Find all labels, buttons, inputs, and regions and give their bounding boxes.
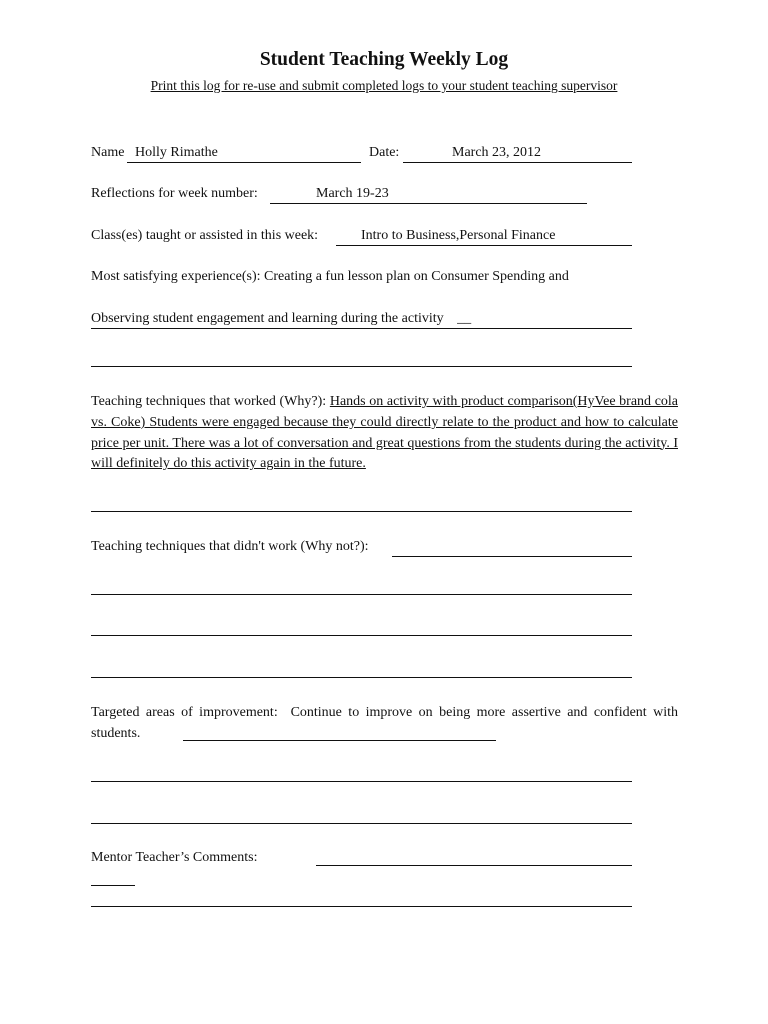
worked-label: Teaching techniques that worked (Why?): [91, 394, 327, 409]
worked-blank-line[interactable] [91, 511, 632, 512]
didnt-work-line-4[interactable] [91, 677, 632, 678]
satisfying-value-1: Creating a fun lesson plan on Consumer Spending and [264, 269, 569, 284]
didnt-work-line-3[interactable] [91, 635, 632, 636]
week-label: Reflections for week number: [91, 186, 258, 201]
improvement-paragraph[interactable] [91, 703, 678, 745]
improvement-blank-line-1[interactable] [183, 740, 496, 741]
week-value: March 19-23 [316, 186, 389, 201]
improvement-blank-line-2[interactable] [91, 781, 632, 782]
didnt-work-line-2[interactable] [91, 594, 632, 595]
worked-paragraph[interactable] [91, 392, 678, 475]
classes-label: Class(es) taught or assisted in this week: [91, 228, 319, 243]
page-title: Student Teaching Weekly Log [259, 49, 509, 70]
improvement-value: Continue to improve on being more assertive and confident with students. [91, 705, 679, 741]
name-value: Holly Rimathe [135, 145, 218, 160]
date-field[interactable] [403, 143, 632, 163]
week-field[interactable] [270, 184, 587, 204]
mentor-label: Mentor Teacher’s Comments: [91, 850, 258, 865]
improvement-blank-line-3[interactable] [91, 823, 632, 824]
name-label: Name [91, 145, 125, 160]
didnt-work-field[interactable] [392, 537, 632, 557]
didnt-work-label: Teaching techniques that didn't work (Why not?): [91, 539, 369, 554]
name-field[interactable] [127, 143, 361, 163]
date-label: Date: [369, 145, 400, 160]
worked-value: Hands on activity with product comparison(HyVee brand cola vs. Coke) Students were engaged because they could directly relate to the product and how to calculate price per unit. There was a lot of conversation and great questions from the students during the activity. I will definitely do this activity again in the future. [91, 394, 679, 472]
satisfying-blank-line[interactable] [91, 366, 632, 367]
classes-field[interactable] [336, 226, 632, 246]
satisfying-field-2[interactable] [91, 309, 632, 329]
page-subtitle: Print this log for re-use and submit completed logs to your student teaching supervisor [150, 78, 618, 93]
mentor-blank-line[interactable] [91, 906, 632, 907]
classes-value: Intro to Business,Personal Finance [361, 228, 556, 243]
satisfying-line-1 [91, 267, 569, 287]
mentor-short-line[interactable] [91, 885, 135, 886]
mentor-field[interactable] [316, 846, 632, 866]
satisfying-label: Most satisfying experience(s): [91, 269, 261, 284]
improvement-label: Targeted areas of improvement: [91, 705, 278, 720]
satisfying-suffix: __ [457, 311, 472, 326]
satisfying-value-2: Observing student engagement and learning during the activity [91, 311, 444, 326]
date-value: March 23, 2012 [452, 145, 542, 160]
